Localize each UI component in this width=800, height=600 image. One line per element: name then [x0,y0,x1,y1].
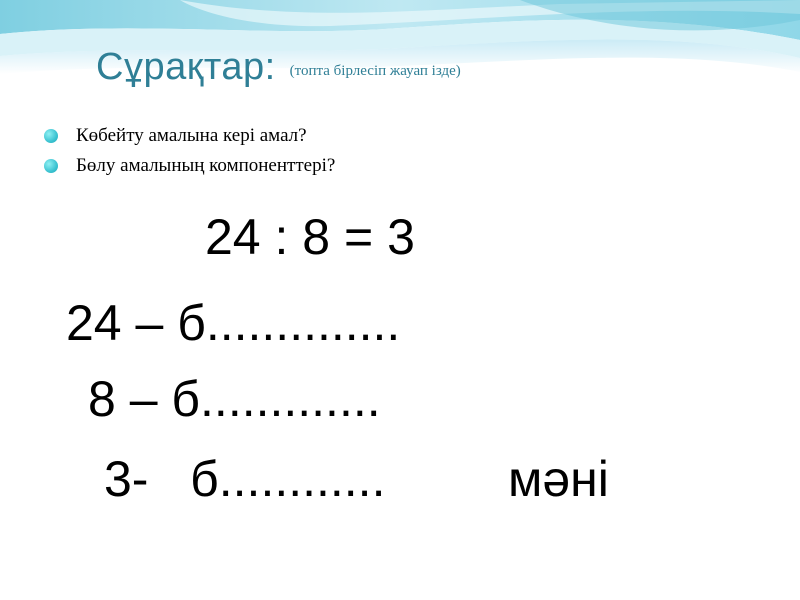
division-equation: 24 : 8 = 3 [205,209,415,265]
question-text: Көбейту амалына кері амал? [76,125,307,146]
divisor-line: 8 – б............. [88,371,381,427]
dividend-line: 24 – б.............. [66,295,401,351]
slide-title [96,46,461,89]
question-item [44,151,335,181]
question-text: Бөлу амалының компоненттері? [76,155,336,176]
bullet-icon [44,129,58,143]
question-item [44,121,335,151]
bullet-icon [44,159,58,173]
question-list [44,121,335,181]
title-main: Сұрақтар: [96,46,276,88]
quotient-line: 3- б............ [104,451,386,507]
quotient-word: мәні [508,451,609,507]
title-subtitle: (топта бірлесіп жауап ізде) [289,63,461,79]
